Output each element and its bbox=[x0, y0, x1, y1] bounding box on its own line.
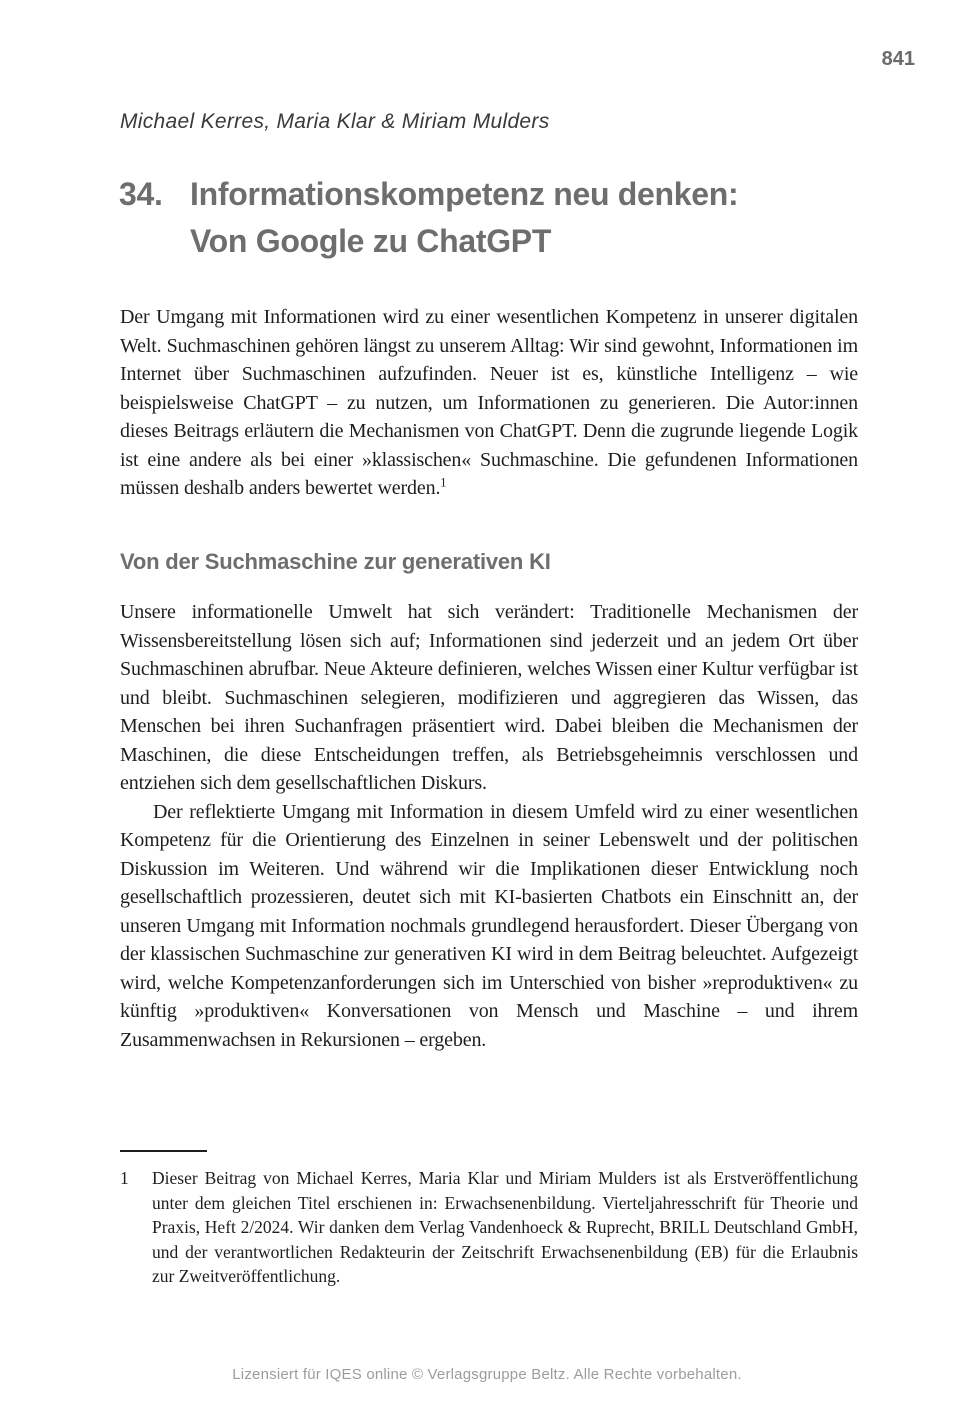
chapter-title-text bbox=[190, 171, 738, 265]
footnote-area bbox=[120, 1150, 858, 1289]
authors-line: Michael Kerres, Maria Klar & Miriam Mulders bbox=[120, 110, 550, 133]
body-text bbox=[120, 598, 858, 1054]
footnote-text: Dieser Beitrag von Michael Kerres, Maria Klar und Miriam Mulders ist als Erstveröffentlichung unter dem gleichen Titel erschienen in: Erwachsenenbildung. Vierteljahresschrift für Theorie und Praxis, Heft 2/2024. Wir danken dem Verlag Vandenhoeck & Ruprecht, BRILL Deutschland GmbH, und der verantwortlichen Redakteurin der Zeitschrift Erwachsenenbildung (EB) für die Erlaubnis zur Zweitveröffentlichung. bbox=[152, 1168, 858, 1286]
chapter-number: 34. bbox=[119, 176, 163, 212]
footnote bbox=[120, 1166, 858, 1289]
chapter-title-line2: Von Google zu ChatGPT bbox=[190, 223, 552, 259]
footnote-divider bbox=[120, 1150, 207, 1152]
paragraph-1: Unsere informationelle Umwelt hat sich verändert: Traditionelle Mechanismen der Wissensbereitstellung lösen sich auf; Informationen sind jederzeit und an jedem Ort über Suchmaschinen abrufbar. Neue Akteure definieren, welches Wissen einer Kultur verfügbar ist und bleibt. Suchmaschinen selegieren, modifizieren und aggregieren das Wissen, das Menschen bei ihren Suchanfragen präsentiert wird. Dabei bleiben die Mechanismen der Maschinen, die diese Entscheidungen treffen, als Betriebsgeheimnis verschlossen und entziehen sich dem gesellschaftlichen Diskurs. bbox=[120, 601, 858, 794]
chapter-title bbox=[119, 171, 738, 265]
chapter-title-line1: Informationskompetenz neu denken: bbox=[190, 176, 739, 212]
page-number: 841 bbox=[881, 48, 915, 70]
footnote-number: 1 bbox=[120, 1168, 129, 1188]
paragraph-2: Der reflektierte Umgang mit Information in diesem Umfeld wird zu einer wesentlichen Kompetenz für die Orientierung des Einzelnen in seiner Lebenswelt und der politischen Diskussion im Weiteren. Und während wir die Implikationen dieser Entwicklung noch gesellschaftlich prozessieren, deutet sich mit KI-basierten Chatbots ein Einschnitt an, der unseren Umgang mit Information nochmals grundlegend herausfordert. Dieser Übergang von der klassischen Suchmaschine zur generativen KI wird in dem Beitrag beleuchtet. Aufgezeigt wird, welche Kompetenzanforderungen sich im Unterschied von bisher »reproduktiven« zu künftig »produktiven« Konversationen von Mensch und Maschine – und ihrem Zusammenwachsen in Rekursionen – ergeben. bbox=[120, 800, 858, 1051]
license-footer: Lizensiert für IQES online © Verlagsgruppe Beltz. Alle Rechte vorbehalten. bbox=[232, 1366, 742, 1383]
abstract-paragraph bbox=[120, 303, 858, 503]
section-heading: Von der Suchmaschine zur generativen KI bbox=[120, 549, 551, 574]
footnote-reference: 1 bbox=[440, 475, 447, 490]
abstract-text: Der Umgang mit Informationen wird zu einer wesentlichen Kompetenz in unserer digitalen Welt. Suchmaschinen gehören längst zu unserem Alltag: Wir sind gewohnt, Informationen im Internet über Suchmaschinen aufzufinden. Neuer ist es, künstliche Intelligenz – wie beispielsweise ChatGPT – zu nutzen, um Informationen zu generieren. Die Autor:innen dieses Beitrags erläutern die Mechanismen von ChatGPT. Denn die zugrunde liegende Logik ist eine andere als bei einer »klassischen« Suchmaschine. Die gefundenen Informationen müssen deshalb anders bewertet werden. bbox=[120, 306, 858, 499]
